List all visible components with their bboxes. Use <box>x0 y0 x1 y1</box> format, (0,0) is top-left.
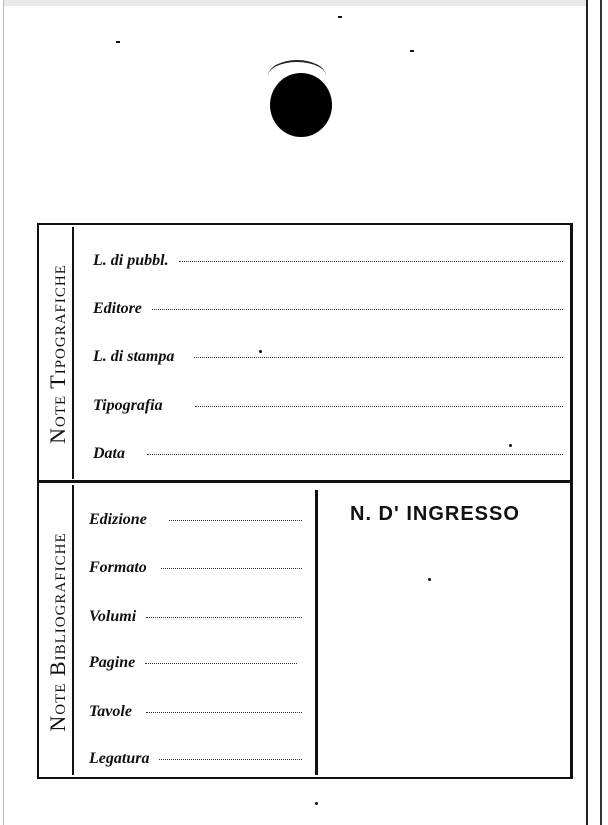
field-label: Volumi <box>89 608 137 625</box>
ink-dot <box>428 578 431 581</box>
section-divider <box>39 480 572 483</box>
field-label: Formato <box>89 559 147 576</box>
speck <box>116 41 120 43</box>
field-fill-line <box>159 759 302 760</box>
field-fill-line <box>179 261 563 262</box>
field-label: Tavole <box>89 703 132 720</box>
ink-dot <box>509 444 512 447</box>
card-edge-right-outer <box>600 0 602 825</box>
card-edge-left <box>3 0 4 825</box>
punch-hole <box>270 73 332 137</box>
field-publisher[interactable] <box>93 300 563 318</box>
field-binding[interactable] <box>89 750 302 768</box>
field-fill-line <box>147 454 563 455</box>
field-printer[interactable] <box>93 397 563 415</box>
field-place-of-publication[interactable] <box>93 252 563 270</box>
field-format[interactable] <box>89 559 302 577</box>
ink-dot <box>315 802 318 805</box>
field-date[interactable] <box>93 445 563 463</box>
field-label: Data <box>93 445 125 462</box>
ink-dot <box>259 350 262 353</box>
field-volumes[interactable] <box>89 608 302 626</box>
field-label: L. di pubbl. <box>93 252 169 269</box>
entry-number-label: N. D' INGRESSO <box>350 503 520 525</box>
field-fill-line <box>194 357 563 358</box>
field-fill-line <box>146 712 302 713</box>
field-label: L. di stampa <box>93 348 175 365</box>
field-edition[interactable] <box>89 511 302 529</box>
field-fill-line <box>145 663 297 664</box>
field-fill-line <box>169 520 302 521</box>
field-fill-line <box>161 568 302 569</box>
section-title-typographic: Note Tipografiche <box>45 264 70 444</box>
field-label: Legatura <box>89 750 150 767</box>
card-top-shade <box>4 0 586 6</box>
field-fill-line <box>195 406 563 407</box>
field-label: Edizione <box>89 511 147 528</box>
field-fill-line <box>146 617 302 618</box>
card-edge-right <box>586 0 588 825</box>
speck <box>410 50 414 52</box>
field-plates[interactable] <box>89 703 302 721</box>
field-fill-line <box>152 309 563 310</box>
entry-column-divider <box>315 490 318 775</box>
field-label: Tipografia <box>93 397 163 414</box>
field-place-of-printing[interactable] <box>93 348 563 366</box>
title-strip-line-bottom <box>72 485 74 775</box>
field-pages[interactable] <box>89 654 297 672</box>
section-title-bibliographic: Note Bibliografiche <box>45 532 70 732</box>
field-label: Pagine <box>89 654 136 671</box>
field-label: Editore <box>93 300 142 317</box>
title-strip-line-top <box>72 227 74 479</box>
speck <box>338 16 342 18</box>
